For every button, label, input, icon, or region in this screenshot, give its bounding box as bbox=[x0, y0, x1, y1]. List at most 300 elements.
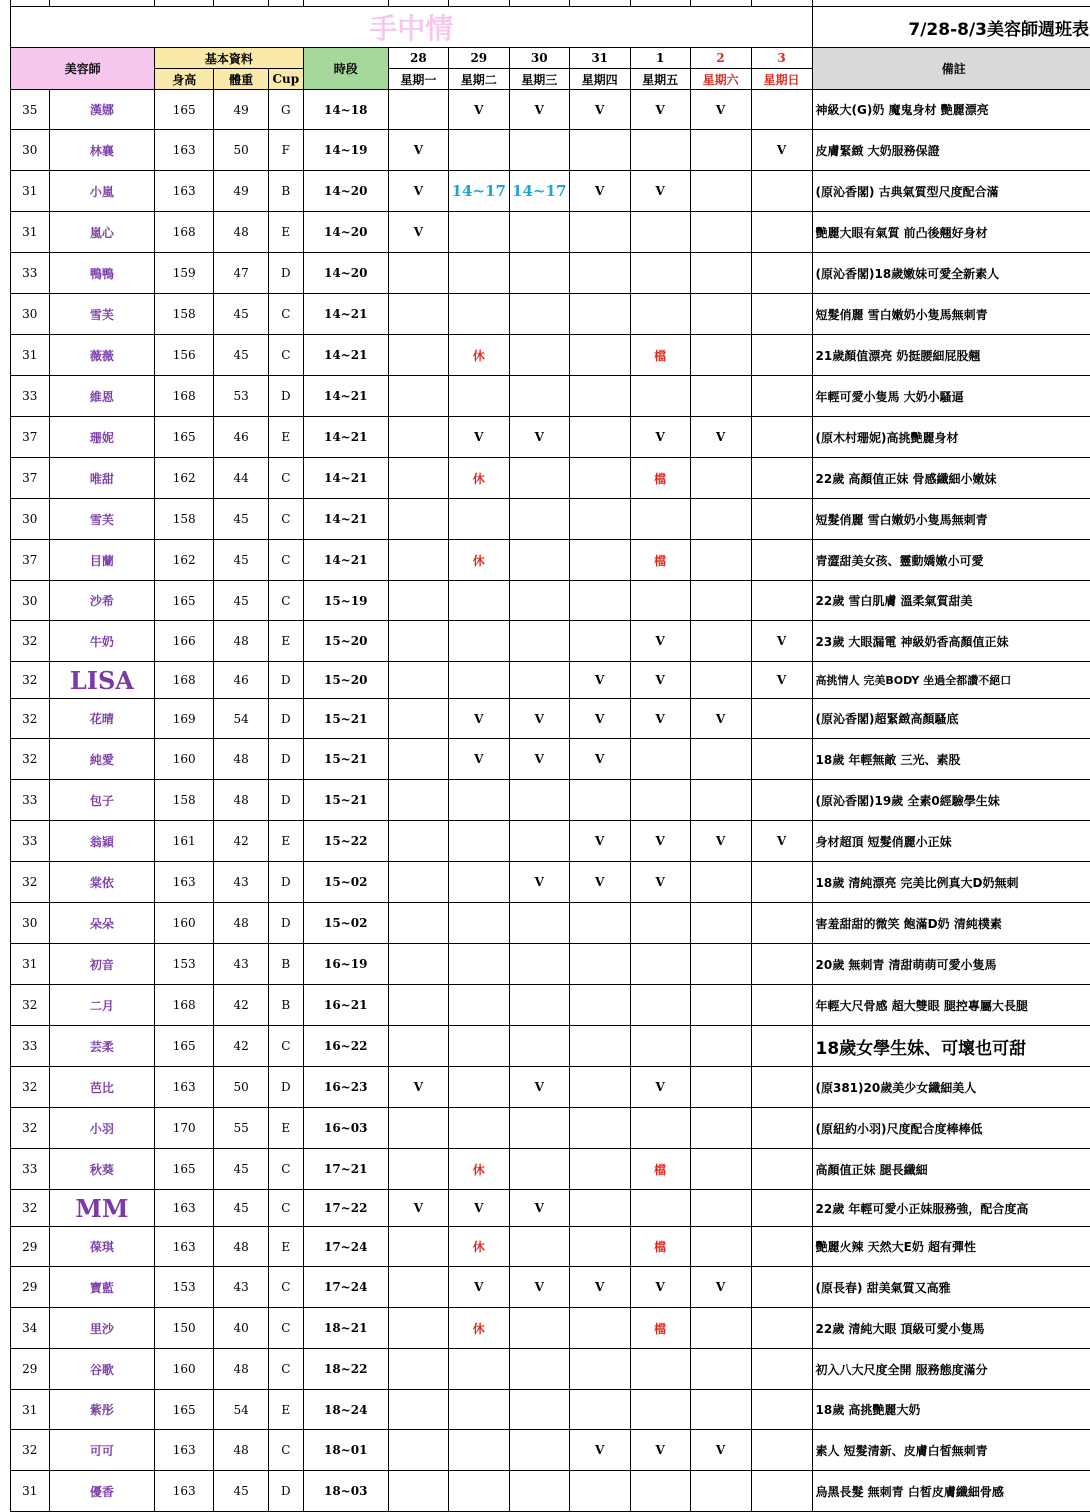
remark-cell: 22歲 清純大眼 頂級可愛小隻馬 bbox=[812, 1308, 1090, 1349]
weight-cell: 48 bbox=[214, 621, 269, 662]
age-cell: 37 bbox=[11, 540, 50, 581]
beautician-name: 珊妮 bbox=[49, 417, 155, 458]
time-slot: 18~21 bbox=[303, 1308, 388, 1349]
day-cell bbox=[630, 903, 690, 944]
age-cell: 33 bbox=[11, 1026, 50, 1067]
day-cell bbox=[448, 821, 509, 862]
remark-cell: 23歲 大眼漏電 神級奶香高顏值正妹 bbox=[812, 621, 1090, 662]
day-cell bbox=[569, 130, 630, 171]
day-cell bbox=[509, 1471, 569, 1512]
height-cell: 153 bbox=[155, 1267, 214, 1308]
weight-cell: 42 bbox=[214, 985, 269, 1026]
day-cell bbox=[690, 862, 751, 903]
day-cell bbox=[751, 335, 812, 376]
time-slot: 15~21 bbox=[303, 739, 388, 780]
time-slot: 14~21 bbox=[303, 417, 388, 458]
cup-cell: D bbox=[269, 1471, 304, 1512]
day-cell: V bbox=[569, 739, 630, 780]
header-date: 2 bbox=[690, 48, 751, 69]
day-cell: V bbox=[569, 862, 630, 903]
beautician-name: 小嵐 bbox=[49, 171, 155, 212]
day-cell: 檔 bbox=[630, 1308, 690, 1349]
table-row bbox=[11, 739, 1090, 780]
day-cell bbox=[630, 944, 690, 985]
height-cell: 160 bbox=[155, 739, 214, 780]
day-cell bbox=[569, 458, 630, 499]
beautician-name: 寶藍 bbox=[49, 1267, 155, 1308]
weight-cell: 50 bbox=[214, 130, 269, 171]
day-cell bbox=[690, 212, 751, 253]
weight-cell: 54 bbox=[214, 1390, 269, 1430]
day-cell bbox=[509, 130, 569, 171]
day-cell bbox=[388, 1390, 448, 1430]
weight-cell: 45 bbox=[214, 1190, 269, 1227]
day-cell bbox=[751, 1149, 812, 1190]
day-cell: 休 bbox=[448, 540, 509, 581]
day-cell: V bbox=[630, 621, 690, 662]
weight-cell: 49 bbox=[214, 171, 269, 212]
remark-cell: 短髮俏麗 雪白嫩奶小隻馬無刺青 bbox=[812, 294, 1090, 335]
remark-cell: 22歲 年輕可愛小正妹服務強，配合度高 bbox=[812, 1190, 1090, 1227]
header-date: 3 bbox=[751, 48, 812, 69]
day-cell bbox=[751, 417, 812, 458]
time-slot: 16~22 bbox=[303, 1026, 388, 1067]
day-cell bbox=[388, 581, 448, 621]
cup-cell: C bbox=[269, 294, 304, 335]
time-slot: 18~03 bbox=[303, 1471, 388, 1512]
day-cell bbox=[751, 780, 812, 821]
age-cell: 32 bbox=[11, 985, 50, 1026]
weight-cell: 42 bbox=[214, 1026, 269, 1067]
day-cell: V bbox=[509, 1190, 569, 1227]
time-slot: 17~24 bbox=[303, 1267, 388, 1308]
day-cell bbox=[388, 1026, 448, 1067]
day-cell: V bbox=[630, 862, 690, 903]
weight-cell: 45 bbox=[214, 499, 269, 540]
age-cell: 33 bbox=[11, 821, 50, 862]
table-row bbox=[11, 1227, 1090, 1267]
week-title: 7/28-8/3美容師週班表 bbox=[812, 7, 1090, 48]
day-cell: V bbox=[690, 1267, 751, 1308]
weight-cell: 43 bbox=[214, 1267, 269, 1308]
header-weekday: 星期五 bbox=[630, 69, 690, 90]
day-cell bbox=[569, 1067, 630, 1108]
day-cell bbox=[751, 171, 812, 212]
day-cell bbox=[751, 739, 812, 780]
age-cell: 29 bbox=[11, 1267, 50, 1308]
day-cell bbox=[690, 1149, 751, 1190]
beautician-name: 可可 bbox=[49, 1430, 155, 1471]
day-cell bbox=[569, 985, 630, 1026]
cup-cell: D bbox=[269, 903, 304, 944]
time-slot: 16~21 bbox=[303, 985, 388, 1026]
remark-cell: 高顏值正妹 腿長纖細 bbox=[812, 1149, 1090, 1190]
beautician-name: 二月 bbox=[49, 985, 155, 1026]
remark-cell: 高挑情人 完美BODY 坐過全都讚不絕口 bbox=[812, 662, 1090, 699]
time-slot: 14~20 bbox=[303, 212, 388, 253]
age-cell: 32 bbox=[11, 739, 50, 780]
day-cell bbox=[690, 1108, 751, 1149]
day-cell: 休 bbox=[448, 458, 509, 499]
age-cell: 30 bbox=[11, 903, 50, 944]
day-cell bbox=[630, 1190, 690, 1227]
day-cell bbox=[448, 1471, 509, 1512]
day-cell bbox=[751, 1430, 812, 1471]
day-cell bbox=[569, 1390, 630, 1430]
table-row bbox=[11, 130, 1090, 171]
day-cell bbox=[690, 294, 751, 335]
day-cell: V bbox=[630, 1267, 690, 1308]
remark-cell: 20歲 無刺青 清甜萌萌可愛小隻馬 bbox=[812, 944, 1090, 985]
day-cell bbox=[509, 581, 569, 621]
day-cell bbox=[509, 662, 569, 699]
day-cell: V bbox=[630, 699, 690, 739]
day-cell bbox=[751, 985, 812, 1026]
day-cell bbox=[569, 294, 630, 335]
day-cell bbox=[569, 335, 630, 376]
beautician-name: 目蘭 bbox=[49, 540, 155, 581]
day-cell bbox=[509, 1227, 569, 1267]
day-cell bbox=[448, 130, 509, 171]
day-cell: V bbox=[509, 1067, 569, 1108]
remark-cell: 皮膚緊緻 大奶服務保證 bbox=[812, 130, 1090, 171]
day-cell: V bbox=[388, 1067, 448, 1108]
beautician-name: 花晴 bbox=[49, 699, 155, 739]
weight-cell: 49 bbox=[214, 90, 269, 130]
day-cell bbox=[751, 1390, 812, 1430]
height-cell: 166 bbox=[155, 621, 214, 662]
cup-cell: C bbox=[269, 335, 304, 376]
time-slot: 14~21 bbox=[303, 540, 388, 581]
day-cell: 檔 bbox=[630, 335, 690, 376]
time-slot: 15~20 bbox=[303, 621, 388, 662]
height-cell: 163 bbox=[155, 1190, 214, 1227]
day-cell: V bbox=[630, 90, 690, 130]
weight-cell: 48 bbox=[214, 1430, 269, 1471]
day-cell: V bbox=[630, 1430, 690, 1471]
height-cell: 163 bbox=[155, 1227, 214, 1267]
day-cell bbox=[751, 294, 812, 335]
day-cell bbox=[690, 1227, 751, 1267]
day-cell bbox=[509, 376, 569, 417]
day-cell bbox=[569, 1149, 630, 1190]
header-slot: 時段 bbox=[303, 48, 388, 90]
weight-cell: 43 bbox=[214, 944, 269, 985]
day-cell bbox=[690, 1190, 751, 1227]
day-cell bbox=[388, 1149, 448, 1190]
day-cell bbox=[751, 1190, 812, 1227]
day-cell: V bbox=[388, 130, 448, 171]
day-cell bbox=[509, 1149, 569, 1190]
remark-cell: 年輕可愛小隻馬 大奶小騷逼 bbox=[812, 376, 1090, 417]
weight-cell: 40 bbox=[214, 1308, 269, 1349]
age-cell: 35 bbox=[11, 90, 50, 130]
day-cell bbox=[569, 417, 630, 458]
time-slot: 14~21 bbox=[303, 458, 388, 499]
day-cell bbox=[751, 1308, 812, 1349]
remark-cell: 青澀甜美女孩、靈動嬌嫩小可愛 bbox=[812, 540, 1090, 581]
header-weekday: 星期四 bbox=[569, 69, 630, 90]
day-cell bbox=[388, 1349, 448, 1390]
age-cell: 31 bbox=[11, 335, 50, 376]
day-cell: V bbox=[690, 90, 751, 130]
table-row bbox=[11, 862, 1090, 903]
beautician-name: LISA bbox=[49, 662, 155, 699]
time-slot: 14~21 bbox=[303, 294, 388, 335]
day-cell: V bbox=[569, 90, 630, 130]
weight-cell: 46 bbox=[214, 662, 269, 699]
time-slot: 17~24 bbox=[303, 1227, 388, 1267]
weight-cell: 55 bbox=[214, 1108, 269, 1149]
time-slot: 17~21 bbox=[303, 1149, 388, 1190]
day-cell bbox=[690, 621, 751, 662]
day-cell: V bbox=[448, 699, 509, 739]
day-cell bbox=[690, 581, 751, 621]
remark-cell: 22歲 雪白肌膚 溫柔氣質甜美 bbox=[812, 581, 1090, 621]
day-cell bbox=[630, 739, 690, 780]
weight-cell: 45 bbox=[214, 294, 269, 335]
beautician-name: 小羽 bbox=[49, 1108, 155, 1149]
day-cell bbox=[630, 1349, 690, 1390]
day-cell: V bbox=[388, 212, 448, 253]
day-cell bbox=[509, 212, 569, 253]
remark-cell: 18歲女學生妹、可壞也可甜 bbox=[812, 1026, 1090, 1067]
day-cell bbox=[448, 662, 509, 699]
day-cell bbox=[569, 1108, 630, 1149]
day-cell bbox=[569, 1471, 630, 1512]
day-cell bbox=[751, 1227, 812, 1267]
table-row bbox=[11, 253, 1090, 294]
day-cell bbox=[509, 1349, 569, 1390]
day-cell bbox=[388, 376, 448, 417]
cup-cell: D bbox=[269, 739, 304, 780]
day-cell: V bbox=[509, 862, 569, 903]
age-cell: 31 bbox=[11, 212, 50, 253]
day-cell bbox=[569, 1190, 630, 1227]
day-cell bbox=[690, 253, 751, 294]
height-cell: 163 bbox=[155, 1430, 214, 1471]
day-cell bbox=[751, 862, 812, 903]
day-cell: V bbox=[751, 621, 812, 662]
age-cell: 33 bbox=[11, 376, 50, 417]
table-row bbox=[11, 944, 1090, 985]
beautician-name: 林襄 bbox=[49, 130, 155, 171]
height-cell: 165 bbox=[155, 1149, 214, 1190]
day-cell: V bbox=[751, 662, 812, 699]
height-cell: 165 bbox=[155, 1390, 214, 1430]
day-cell bbox=[569, 780, 630, 821]
day-cell bbox=[388, 862, 448, 903]
table-row bbox=[11, 458, 1090, 499]
day-cell: V bbox=[690, 1430, 751, 1471]
cup-cell: C bbox=[269, 1308, 304, 1349]
day-cell bbox=[509, 540, 569, 581]
age-cell: 32 bbox=[11, 862, 50, 903]
age-cell: 34 bbox=[11, 1308, 50, 1349]
day-cell bbox=[630, 253, 690, 294]
cup-cell: D bbox=[269, 662, 304, 699]
day-cell bbox=[509, 1108, 569, 1149]
remark-cell: 身材超頂 短髮俏麗小正妹 bbox=[812, 821, 1090, 862]
day-cell bbox=[569, 540, 630, 581]
height-cell: 169 bbox=[155, 699, 214, 739]
table-row bbox=[11, 1308, 1090, 1349]
weight-cell: 45 bbox=[214, 540, 269, 581]
day-cell bbox=[509, 821, 569, 862]
table-row bbox=[11, 376, 1090, 417]
age-cell: 30 bbox=[11, 294, 50, 335]
height-cell: 158 bbox=[155, 780, 214, 821]
day-cell: V bbox=[509, 90, 569, 130]
day-cell bbox=[509, 903, 569, 944]
day-cell bbox=[448, 581, 509, 621]
height-cell: 170 bbox=[155, 1108, 214, 1149]
height-cell: 150 bbox=[155, 1308, 214, 1349]
day-cell bbox=[388, 621, 448, 662]
beautician-name: 雪芙 bbox=[49, 499, 155, 540]
beautician-name: 棠依 bbox=[49, 862, 155, 903]
table-row bbox=[11, 621, 1090, 662]
day-cell: 14~17 bbox=[509, 171, 569, 212]
age-cell: 30 bbox=[11, 581, 50, 621]
time-slot: 16~23 bbox=[303, 1067, 388, 1108]
header-date: 30 bbox=[509, 48, 569, 69]
day-cell bbox=[630, 499, 690, 540]
age-cell: 37 bbox=[11, 417, 50, 458]
age-cell: 30 bbox=[11, 130, 50, 171]
day-cell: 檔 bbox=[630, 458, 690, 499]
day-cell: V bbox=[690, 417, 751, 458]
time-slot: 14~20 bbox=[303, 171, 388, 212]
time-slot: 16~19 bbox=[303, 944, 388, 985]
height-cell: 165 bbox=[155, 1026, 214, 1067]
table-row bbox=[11, 1149, 1090, 1190]
weight-cell: 45 bbox=[214, 581, 269, 621]
day-cell bbox=[569, 903, 630, 944]
day-cell bbox=[630, 294, 690, 335]
day-cell bbox=[388, 780, 448, 821]
day-cell bbox=[448, 1108, 509, 1149]
cup-cell: C bbox=[269, 1190, 304, 1227]
beautician-name: 雪芙 bbox=[49, 294, 155, 335]
day-cell: V bbox=[569, 1267, 630, 1308]
height-cell: 163 bbox=[155, 171, 214, 212]
time-slot: 14~20 bbox=[303, 253, 388, 294]
beautician-name: 優香 bbox=[49, 1471, 155, 1512]
age-cell: 33 bbox=[11, 780, 50, 821]
table-row bbox=[11, 821, 1090, 862]
table-row bbox=[11, 699, 1090, 739]
day-cell: V bbox=[690, 699, 751, 739]
day-cell: 休 bbox=[448, 335, 509, 376]
day-cell bbox=[751, 581, 812, 621]
day-cell bbox=[448, 376, 509, 417]
day-cell bbox=[388, 944, 448, 985]
age-cell: 29 bbox=[11, 1227, 50, 1267]
day-cell: V bbox=[630, 1067, 690, 1108]
height-cell: 158 bbox=[155, 294, 214, 335]
day-cell bbox=[509, 335, 569, 376]
weight-cell: 54 bbox=[214, 699, 269, 739]
day-cell: V bbox=[751, 821, 812, 862]
day-cell bbox=[448, 903, 509, 944]
day-cell bbox=[509, 499, 569, 540]
remark-cell: 22歲 高顏值正妹 骨感纖細小嫩妹 bbox=[812, 458, 1090, 499]
day-cell bbox=[448, 1067, 509, 1108]
time-slot: 15~21 bbox=[303, 699, 388, 739]
day-cell bbox=[509, 985, 569, 1026]
cup-cell: D bbox=[269, 376, 304, 417]
day-cell bbox=[448, 294, 509, 335]
beautician-name: 葆琪 bbox=[49, 1227, 155, 1267]
beautician-name: 牛奶 bbox=[49, 621, 155, 662]
cup-cell: B bbox=[269, 985, 304, 1026]
day-cell bbox=[509, 253, 569, 294]
day-cell bbox=[690, 1067, 751, 1108]
header-height: 身高 bbox=[155, 69, 214, 90]
day-cell: V bbox=[630, 821, 690, 862]
day-cell bbox=[630, 985, 690, 1026]
time-slot: 14~21 bbox=[303, 335, 388, 376]
weight-cell: 47 bbox=[214, 253, 269, 294]
height-cell: 163 bbox=[155, 1067, 214, 1108]
day-cell bbox=[509, 1430, 569, 1471]
beautician-name: 秋葵 bbox=[49, 1149, 155, 1190]
table-row bbox=[11, 581, 1090, 621]
day-cell bbox=[630, 780, 690, 821]
day-cell bbox=[388, 499, 448, 540]
day-cell bbox=[690, 1390, 751, 1430]
table-row bbox=[11, 499, 1090, 540]
time-slot: 15~21 bbox=[303, 780, 388, 821]
day-cell bbox=[509, 1026, 569, 1067]
day-cell: 檔 bbox=[630, 540, 690, 581]
cup-cell: D bbox=[269, 253, 304, 294]
table-row bbox=[11, 1390, 1090, 1430]
remark-cell: 年輕大尺骨感 超大雙眼 腿控專屬大長腿 bbox=[812, 985, 1090, 1026]
beautician-name: 朵朵 bbox=[49, 903, 155, 944]
header-date: 29 bbox=[448, 48, 509, 69]
day-cell bbox=[388, 458, 448, 499]
day-cell bbox=[388, 1430, 448, 1471]
beautician-name: 漢娜 bbox=[49, 90, 155, 130]
header-name: 美容師 bbox=[11, 48, 155, 90]
cup-cell: D bbox=[269, 699, 304, 739]
remark-cell: (原沁香閣)18歲嫩妹可愛全新素人 bbox=[812, 253, 1090, 294]
header-cup: Cup bbox=[269, 69, 304, 90]
day-cell bbox=[630, 1108, 690, 1149]
age-cell: 32 bbox=[11, 699, 50, 739]
beautician-name: 薇薇 bbox=[49, 335, 155, 376]
day-cell bbox=[751, 376, 812, 417]
table-row bbox=[11, 1267, 1090, 1308]
cup-cell: E bbox=[269, 1227, 304, 1267]
age-cell: 33 bbox=[11, 1149, 50, 1190]
day-cell: V bbox=[569, 699, 630, 739]
beautician-name: 嵐心 bbox=[49, 212, 155, 253]
day-cell bbox=[448, 862, 509, 903]
day-cell bbox=[569, 1227, 630, 1267]
cup-cell: C bbox=[269, 540, 304, 581]
age-cell: 31 bbox=[11, 944, 50, 985]
beautician-name: 里沙 bbox=[49, 1308, 155, 1349]
day-cell bbox=[569, 1349, 630, 1390]
cup-cell: C bbox=[269, 1430, 304, 1471]
day-cell bbox=[388, 1227, 448, 1267]
day-cell bbox=[388, 662, 448, 699]
day-cell: V bbox=[630, 417, 690, 458]
remark-cell: 短髮俏麗 雪白嫩奶小隻馬無刺青 bbox=[812, 499, 1090, 540]
